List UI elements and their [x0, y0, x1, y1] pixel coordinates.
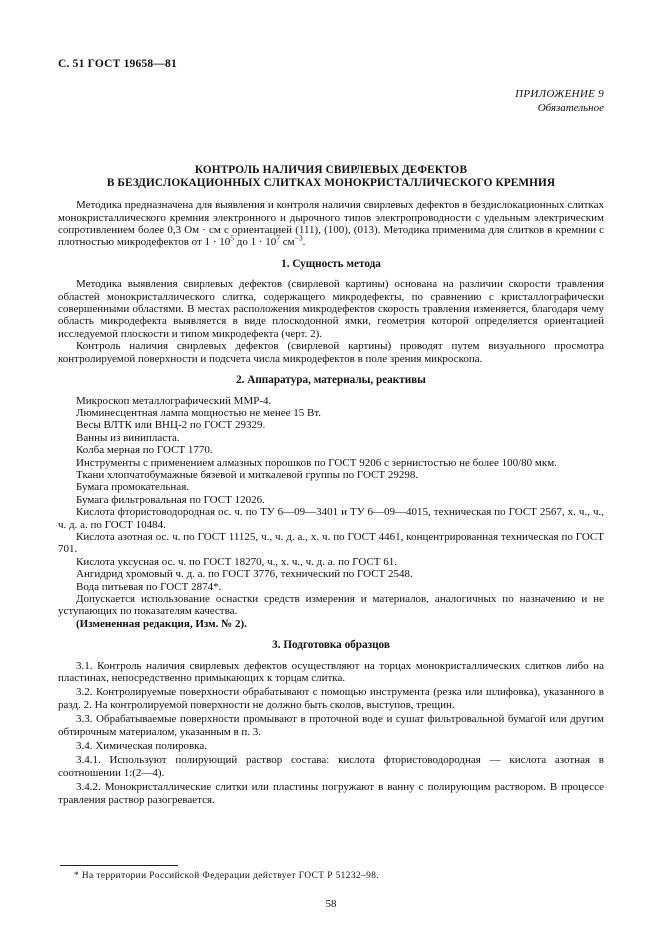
section-3-paragraph-3-4-2: 3.4.2. Монокристаллические слитки или пластины погружают в ванну с полирующим раствором. В процессе травления раствор разогревается. [58, 781, 604, 806]
document-title [58, 164, 604, 190]
section-2-note: Допускается использование оснастки средств измерения и материалов, аналогичных по назначению и не уступающих по показателям качества. [58, 593, 604, 618]
appendix-block [58, 88, 604, 114]
section-3-paragraph-3-4-1: 3.4.1. Используют полирующий раствор состава: кислота фтористоводородная — кислота азотная в соотношении 1:(2—4). [58, 754, 604, 779]
intro-text-3: см [280, 236, 295, 249]
apparatus-item-filter-paper: Бумага фильтровальная по ГОСТ 12026. [76, 493, 265, 506]
page-number: 58 [325, 897, 337, 910]
section-3-paragraph-3-2: 3.2. Контролируемые поверхности обрабатывают с помощью инструмента (резка или шлифовка), указанного в разд. 2. На контролируемой поверхности не должно быть сколов, выступов, трещин. [58, 686, 604, 711]
page-header: С. 51 ГОСТ 19658—81 [58, 58, 177, 70]
footnote-rule [60, 865, 178, 866]
superscript-exponent-3: −3 [294, 233, 303, 243]
apparatus-item-chromic-anhydride: Ангидрид хромовый ч. д. а. по ГОСТ 3776, технический по ГОСТ 2548. [76, 568, 413, 581]
apparatus-item-water: Вода питьевая по ГОСТ 2874*. [76, 580, 222, 593]
section-3-paragraph-3-1: 3.1. Контроль наличия свирлевых дефектов осуществляют на торцах монокристаллических слитков либо на пластинах, непосредственно примыкающих к торцам слитка. [58, 659, 604, 685]
title-line-1: КОНТРОЛЬ НАЛИЧИЯ СВИРЛЕВЫХ ДЕФЕКТОВ [194, 164, 468, 177]
apparatus-item-scales: Весы ВЛТК или ВНЦ-2 по ГОСТ 29329. [76, 419, 266, 432]
intro-text-2: до 1 · 10 [234, 236, 277, 249]
apparatus-item-lamp: Люминесцентная лампа мощностью не менее 15 Вт. [76, 406, 322, 419]
appendix-subtitle: Обязательное [537, 101, 604, 114]
intro-text-1: Методика предназначена для выявления и контроля наличия свирлевых дефектов в бездислокационных слитках монокристаллического кремния электронного и дырочного типов электропроводности с удельным электрическим сопротивлением более 0,3 Ом · см с ориентацией (111), (100), (013). Методика применима для слитков в кремнии с плотностью микродефектов от 1 · 10 [58, 199, 604, 249]
apparatus-item-fabric: Ткани хлопчатобумажные бязевой и миткалевой группы по ГОСТ 29298. [76, 468, 419, 481]
apparatus-item-hydrofluoric-acid: Кислота фтористоводородная ос. ч. по ТУ 6—09—3401 и ТУ 6—09—4015, техническая по ГОСТ 2567, х. ч., ч., ч. д. а. по ГОСТ 10484. [58, 506, 604, 531]
footnote-block [58, 865, 604, 882]
title-line-2: В БЕЗДИСЛОКАЦИОННЫХ СЛИТКАХ МОНОКРИСТАЛЛИЧЕСКОГО КРЕМНИЯ [106, 177, 556, 190]
section-1-heading: 1. Сущность метода [281, 257, 381, 270]
section-3-heading: 3. Подготовка образцов [272, 639, 390, 652]
apparatus-item-baths: Ванны из винипласта. [76, 431, 180, 444]
amendment-note: (Измененная редакция, Изм. № 2). [76, 617, 247, 630]
superscript-exponent-1: 5 [230, 233, 235, 243]
apparatus-item-blotting-paper: Бумага промокательная. [76, 481, 189, 494]
apparatus-item-acetic-acid: Кислота уксусная ос. ч. по ГОСТ 18270, ч., х. ч., ч. д. а. по ГОСТ 61. [76, 555, 398, 568]
section-3-paragraph-3-3: 3.3. Обрабатываемые поверхности промывают в проточной воде и сушат фильтровальной бумагой или другим обтирочным материалом, указанным в п. 3. [58, 713, 604, 738]
apparatus-item-flask: Колба мерная по ГОСТ 1770. [76, 444, 213, 457]
appendix-label: ПРИЛОЖЕНИЕ 9 [515, 88, 604, 101]
apparatus-item-microscope: Микроскоп металлографический ММР-4. [76, 394, 272, 407]
intro-paragraph [58, 199, 604, 249]
section-3-paragraph-3-4: 3.4. Химическая полировка. [76, 740, 207, 753]
section-2-heading: 2. Аппаратура, материалы, реактивы [236, 374, 426, 387]
intro-text-4: . [302, 236, 306, 249]
apparatus-item-tools: Инструменты с применением алмазных порошков по ГОСТ 9206 с зернистостью не более 100/80 мкм. [76, 456, 557, 469]
footnote-text: * На территории Российской Федерации действует ГОСТ Р 51232–98. [74, 871, 380, 882]
section-1-paragraph-1: Методика выявления свирлевых дефектов (свирлевой картины) основана на различии скорости травления областей монокристаллического слитка, содержащего микродефекты, по сравнению с кристаллографически совершенными областями. В местах расположения микродефектов скорость травления изменяется, благодаря чему область микродефекта выявляется в виде плоскодонной ямки, геометрия которой определяется ориентацией исследуемой плоскости и типом микродефекта (черт. 2). [58, 278, 604, 340]
superscript-exponent-2: 7 [276, 233, 281, 243]
apparatus-item-nitric-acid: Кислота азотная ос. ч. по ГОСТ 11125, ч., ч. д. а., х. ч. по ГОСТ 4461, концентрированная техническая по ГОСТ 701. [58, 530, 604, 556]
section-1-paragraph-2: Контроль наличия свирлевых дефектов (свирлевой картины) проводят путем визуального просмотра контролируемой поверхности и подсчета числа микродефектов в поле зрения микроскопа. [58, 340, 604, 365]
